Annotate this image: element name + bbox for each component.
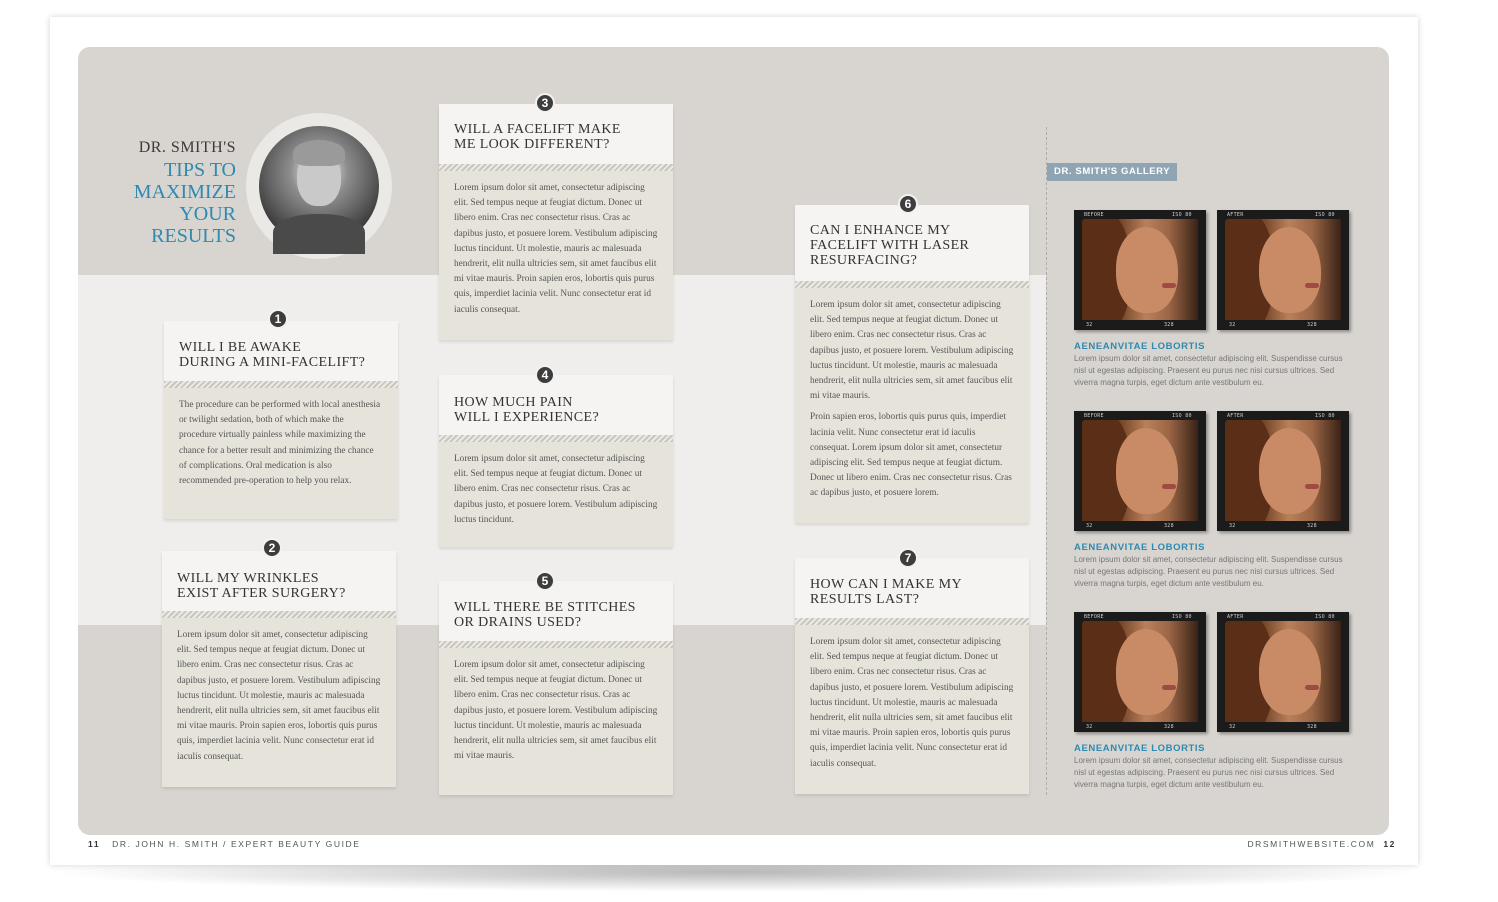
question-line: HOW CAN I MAKE MY [810,577,962,592]
question-line: CAN I ENHANCE MY [810,222,951,238]
gallery-item-title: AENEANVITAE LOBORTIS [1074,341,1206,352]
question-line: WILL MY WRINKLES [177,571,319,586]
question-line: WILL I BE AWAKE [179,340,302,355]
doctor-portrait-image [259,126,379,246]
tip-card-6 [795,205,1029,523]
tip-card-1 [164,321,398,519]
question-line: RESURFACING? [810,252,918,268]
after-photo [1217,612,1349,732]
divider-stripe [795,618,1029,625]
question-line: ME LOOK DIFFERENT? [454,137,610,152]
tip-answer [164,388,398,489]
face-photo-icon [1082,420,1198,521]
gallery-item-text: Lorem ipsum dolor sit amet, consectetur adipiscing elit. Suspendisse cursus nisl ut egestas adipiscing. Praesent eu purus nec nisi cursus ultrices. Sed viverra magna turpis, eget dictum ante vestibulum eu. [1074,756,1343,789]
tip-question [162,551,396,611]
divider-stripe [795,281,1029,288]
title-line: RESULTS [151,225,236,247]
photo-label: AFTER [1227,212,1244,218]
answer-text: Lorem ipsum dolor sit amet, consectetur adipiscing elit. Sed tempus neque at feugiat dictum. Donec ut libero enim. Cras nec consectetur risus. Cras ac dapibus justo, et posuere lorem. Vestibulum adipiscing luctus tincidunt. Ut molestie, mauris ac malesuada hendrerit, elit nulla ultricies sem, sit amet faucibus elit mi vitae mauris. Proin sapien eros, lobortis quis purus quis, imperdiet lacinia velit. Nunc consectetur erat id iaculis consequat. [454,183,658,315]
gallery-divider [1046,127,1047,795]
photo-label: ISO 80 [1172,614,1192,620]
question-line: OR DRAINS USED? [454,615,582,630]
photo-label: BEFORE [1084,212,1104,218]
tip-number-badge: 5 [535,571,555,591]
title-line: MAXIMIZE [133,181,236,203]
photo-label: 32 [1229,724,1236,730]
face-photo-icon [1225,420,1341,521]
footer-title: DR. JOHN H. SMITH / EXPERT BEAUTY GUIDE [112,839,361,849]
face-photo-icon [1225,621,1341,722]
tip-answer [795,288,1029,502]
tip-answer [162,618,396,765]
photo-label: 32 [1086,724,1093,730]
photo-label: 328 [1307,523,1317,529]
face-photo-icon [1082,219,1198,320]
photo-label: 328 [1307,322,1317,328]
photo-label: ISO 80 [1172,212,1192,218]
portrait-frame [246,113,392,259]
before-photo [1074,612,1206,732]
divider-stripe [439,641,673,648]
gallery-item-text: Lorem ipsum dolor sit amet, consectetur adipiscing elit. Suspendisse cursus nisl ut egestas adipiscing. Praesent eu purus nec nisi cursus ultrices. Sed viverra magna turpis, eget dictum ante vestibulum eu. [1074,354,1343,387]
photo-label: ISO 80 [1315,614,1335,620]
tip-number-badge: 4 [535,365,555,385]
footer-left [88,839,361,849]
tip-answer [795,625,1029,772]
face-photo-icon [1225,219,1341,320]
gallery-tag: DR. SMITH'S GALLERY [1047,163,1177,181]
tip-number-badge: 1 [268,309,288,329]
photo-label: ISO 80 [1315,413,1335,419]
tip-number-badge: 2 [262,538,282,558]
after-photo [1217,210,1349,330]
tip-question [164,321,398,381]
photo-label: 328 [1164,523,1174,529]
tip-question [439,581,673,641]
tip-card-7 [795,558,1029,794]
gallery-item-title: AENEANVITAE LOBORTIS [1074,743,1206,754]
magazine-spread [50,17,1418,865]
photo-label: BEFORE [1084,614,1104,620]
tip-question [439,375,673,435]
tip-card-3 [439,104,673,340]
photo-label: 32 [1086,322,1093,328]
answer-text: Lorem ipsum dolor sit amet, consectetur adipiscing elit. Sed tempus neque at feugiat dictum. Donec ut libero enim. Cras nec consectetur risus. Cras ac dapibus justo, et posuere lorem. Vestibulum adipiscing luctus tincidunt. [454,454,658,525]
tip-card-2 [162,551,396,787]
photo-label: 328 [1164,724,1174,730]
photo-label: 32 [1229,523,1236,529]
divider-stripe [439,164,673,171]
tip-number-badge: 7 [898,548,918,568]
title-line: TIPS TO [163,159,236,181]
question-line: DURING A MINI-FACELIFT? [179,355,366,370]
photo-label: 328 [1307,724,1317,730]
question-line: RESULTS LAST? [810,592,920,607]
content-board [78,47,1389,835]
tip-card-4 [439,375,673,547]
answer-text: The procedure can be performed with local anesthesia or twilight sedation, both of which make the procedure virtually painless while maximizing the chance for a better result and minimizing the chance of complications. Oral medication is also recommended pre-operation to help you relax. [179,400,381,487]
photo-label: AFTER [1227,614,1244,620]
question-line: WILL I EXPERIENCE? [454,410,600,425]
photo-label: 32 [1229,322,1236,328]
answer-text: Lorem ipsum dolor sit amet, consectetur adipiscing elit. Sed tempus neque at feugiat dictum. Donec ut libero enim. Cras nec consectetur risus. Cras ac dapibus justo, et posuere lorem. Vestibulum adipiscing luctus tincidunt. Ut molestie, mauris ac malesuada hendrerit, elit nulla ultricies sem, sit amet faucibus elit mi vitae mauris. [810,300,1014,402]
photo-label: ISO 80 [1172,413,1192,419]
answer-text: Proin sapien eros, lobortis quis purus quis, imperdiet lacinia velit. Nunc consectetur erat id iaculis consequat. Lorem ipsum dolor sit amet, consectetur adipiscing elit. Sed tempus neque at feugiat dictum. Donec ut libero enim. Cras nec consectetur risus. Cras ac dapibus justo, et posuere lorem. [810,412,1012,499]
answer-text: Lorem ipsum dolor sit amet, consectetur adipiscing elit. Sed tempus neque at feugiat dictum. Donec ut libero enim. Cras nec consectetur risus. Cras ac dapibus justo, et posuere lorem. Vestibulum adipiscing luctus tincidunt. Ut molestie, mauris ac malesuada hendrerit, elit nulla ultricies sem, sit amet faucibus elit mi vitae mauris. Proin sapien eros, lobortis quis purus quis, imperdiet lacinia velit. Nunc consectetur erat id iaculis consequat. [810,637,1014,769]
tip-answer [439,171,673,318]
gallery-item-text: Lorem ipsum dolor sit amet, consectetur adipiscing elit. Suspendisse cursus nisl ut egestas adipiscing. Praesent eu purus nec nisi cursus ultrices. Sed viverra magna turpis, eget dictum ante vestibulum eu. [1074,555,1343,588]
face-photo-icon [1082,621,1198,722]
page-number: 11 [88,839,101,849]
photo-label: 32 [1086,523,1093,529]
tip-question [439,104,673,164]
divider-stripe [162,611,396,618]
tip-number-badge: 6 [898,194,918,214]
page-title [128,137,236,247]
tip-answer [439,648,673,764]
tip-answer [439,442,673,528]
title-line: DR. SMITH'S [138,139,236,156]
title-line: YOUR [179,203,236,225]
after-photo [1217,411,1349,531]
question-line: EXIST AFTER SURGERY? [177,586,346,601]
photo-label: AFTER [1227,413,1244,419]
answer-text: Lorem ipsum dolor sit amet, consectetur adipiscing elit. Sed tempus neque at feugiat dictum. Donec ut libero enim. Cras nec consectetur risus. Cras ac dapibus justo, et posuere lorem. Vestibulum adipiscing luctus tincidunt. Ut molestie, mauris ac malesuada hendrerit, elit nulla ultricies sem, sit amet faucibus elit mi vitae mauris. [454,660,658,762]
page-number: 12 [1383,839,1396,849]
before-photo [1074,210,1206,330]
before-photo [1074,411,1206,531]
divider-stripe [439,435,673,442]
question-line: WILL THERE BE STITCHES [454,600,636,615]
question-line: HOW MUCH PAIN [454,395,573,410]
photo-label: BEFORE [1084,413,1104,419]
tip-question [795,205,1029,281]
website-link[interactable]: DRSMITHWEBSITE.COM [1247,839,1376,849]
answer-text: Lorem ipsum dolor sit amet, consectetur adipiscing elit. Sed tempus neque at feugiat dictum. Donec ut libero enim. Cras nec consectetur risus. Cras ac dapibus justo, et posuere lorem. Vestibulum adipiscing luctus tincidunt. Ut molestie, mauris ac malesuada hendrerit, elit nulla ultricies sem, sit amet faucibus elit mi vitae mauris. Proin sapien eros, lobortis quis purus quis, imperdiet lacinia velit. Nunc consectetur erat id iaculis consequat. [177,630,381,762]
footer-right [1247,839,1396,849]
photo-label: ISO 80 [1315,212,1335,218]
tip-card-5 [439,581,673,795]
gallery-item-title: AENEANVITAE LOBORTIS [1074,542,1206,553]
question-line: FACELIFT WITH LASER [810,237,970,253]
divider-stripe [164,381,398,388]
question-line: WILL A FACELIFT MAKE [454,122,621,137]
photo-label: 328 [1164,322,1174,328]
tip-number-badge: 3 [535,93,555,113]
